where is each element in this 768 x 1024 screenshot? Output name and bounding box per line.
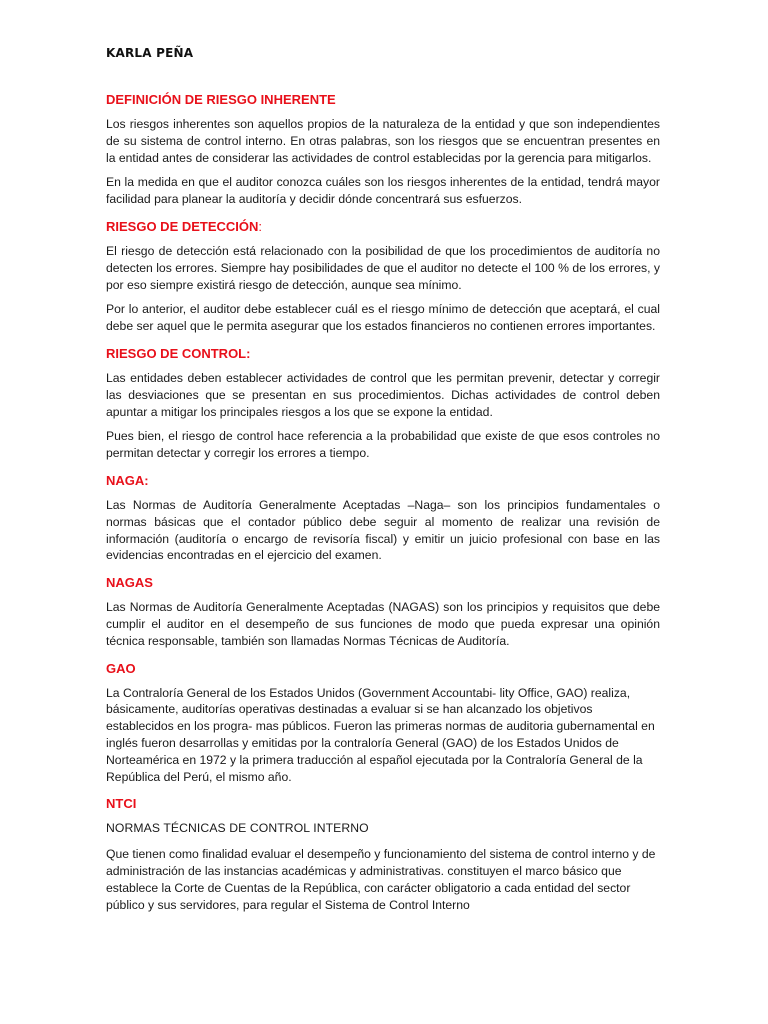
paragraph: Pues bien, el riesgo de control hace referencia a la probabilidad que existe de que esos controles no permitan detectar y corregir los errores a tiempo. xyxy=(106,429,660,461)
paragraph: Que tienen como finalidad evaluar el desempeño y funcionamiento del sistema de control interno y de administración de las instancias académicas y administrativas. constituyen el marco básico que establece la Corte de Cuentas de la República, con carácter obligatorio a cada entidad del sector público y sus servidores, para regular el Sistema de Control Interno xyxy=(106,847,656,912)
section-ntci xyxy=(106,795,660,913)
section-naga xyxy=(106,472,660,564)
section-heading-text: RIESGO DE DETECCIÓN xyxy=(106,218,259,234)
paragraph: Las entidades deben establecer actividades de control que les permitan prevenir, detectar y corregir las desviaciones que se presentan en sus procedimientos. Dichas actividades de control deben apuntar a mitigar los principales riesgos a los que se expone la entidad. xyxy=(106,370,660,419)
paragraph: Las Normas de Auditoría Generalmente Aceptadas (NAGAS) son los principios y requisitos que debe cumplir el auditor en el desempeño de sus funciones de modo que pueda expresar una opinión técnica responsable, también son llamadas Normas Técnicas de Auditoría. xyxy=(106,600,660,648)
section-heading-suffix: : xyxy=(258,218,263,234)
section-heading: RIESGO DE CONTROL: xyxy=(106,345,251,361)
paragraph: Las Normas de Auditoría Generalmente Aceptadas –Naga– son los principios fundamentales o normas básicas que el contador público debe seguir al momento de realizar una revisión de información (auditoría o encargo de revisoría fiscal) y emitir un juicio profesional con base en las evidencias encontradas en el ejercicio del examen. xyxy=(106,497,660,563)
author-name: KARLA PEÑA xyxy=(106,46,194,60)
section-subheading: NORMAS TÉCNICAS DE CONTROL INTERNO xyxy=(106,821,369,836)
section-heading xyxy=(106,218,660,235)
section-heading: NAGA: xyxy=(106,472,149,488)
section-heading: NAGAS xyxy=(106,575,153,591)
paragraph: Por lo anterior, el auditor debe establecer cuál es el riesgo mínimo de detección que aceptará, el cual debe ser aquel que le permita asegurar que los estados financieros no contienen errores importantes. xyxy=(106,302,660,334)
paragraph: La Contraloría General de los Estados Unidos (Government Accountabi- lity Office, GAO) realiza, básicamente, auditorías operativas destinadas a evaluar si se han alcanzado los objetivos establecidos en los progra- mas públicos. Fueron las primeras normas de auditoria gubernamental en inglés fueron desarrollas y emitidas por la contraloría General (GAO) de los Estados Unidos de Norteamérica en 1972 y la primera traducción al español ejecutada por la Contraloría General de la República del Perú, el mismo año. xyxy=(106,685,655,784)
paragraph: En la medida en que el auditor conozca cuáles son los riesgos inherentes de la entidad, tendrá mayor facilidad para planear la auditoría y decidir dónde concentrará sus esfuerzos. xyxy=(106,175,660,207)
section-gao xyxy=(106,660,660,786)
section-riesgo-control xyxy=(106,345,660,462)
section-nagas xyxy=(106,574,660,649)
paragraph: Los riesgos inherentes son aquellos propios de la naturaleza de la entidad y que son independientes de su sistema de control interno. En otras palabras, son los riesgos que se encuentran presentes en la entidad antes de considerar las actividades de control establecidas por la gerencia para mitigarlos. xyxy=(106,117,660,165)
section-riesgo-deteccion xyxy=(106,218,660,335)
section-heading: GAO xyxy=(106,660,136,676)
paragraph: El riesgo de detección está relacionado con la posibilidad de que los procedimientos de auditoría no detecten los errores. Siempre hay posibilidades de que el auditor no detecte el 100 % de los errores, y por eso siempre existirá riesgo de detección, aunque sea mínimo. xyxy=(106,243,660,292)
section-heading: NTCI xyxy=(106,796,137,812)
section-heading: DEFINICIÓN DE RIESGO INHERENTE xyxy=(106,92,336,107)
section-riesgo-inherente xyxy=(106,91,660,208)
